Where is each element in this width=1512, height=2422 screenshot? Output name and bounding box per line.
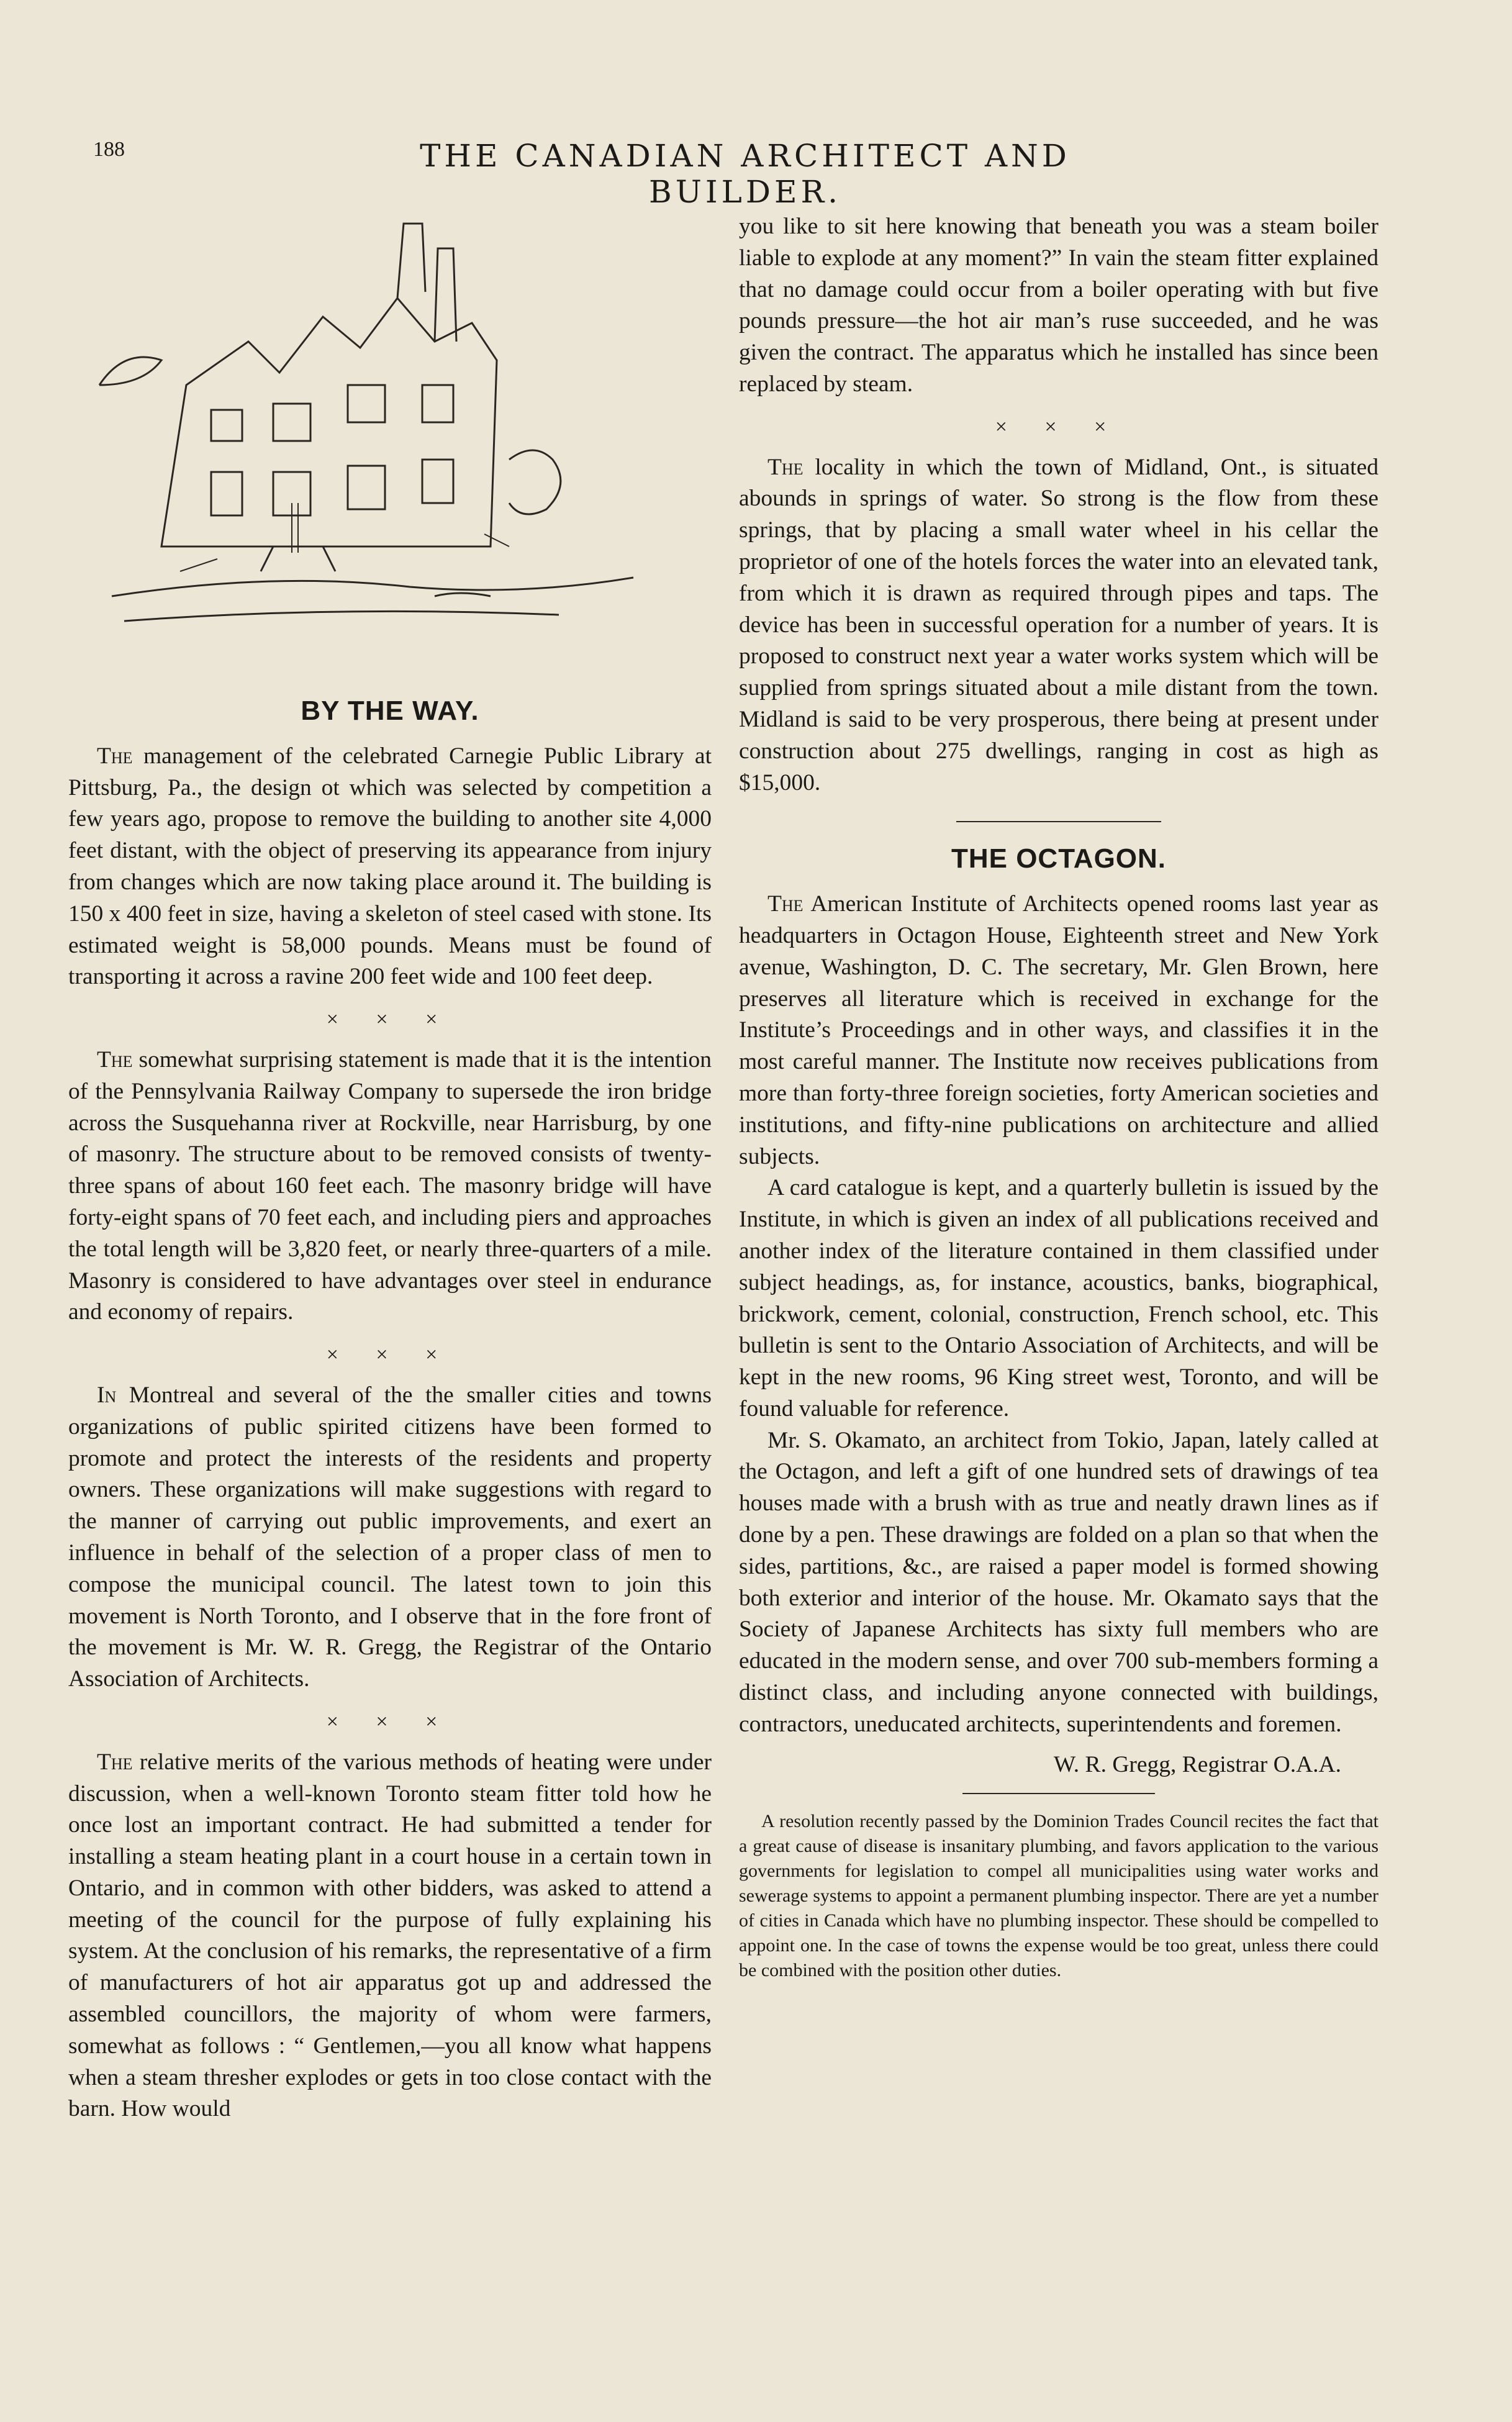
paragraph-text: somewhat surprising statement is made that it is the intention of the Pennsylvania Railway Company to supersede the iron bridge across the Susquehanna river at Rockville, near Harrisburg, by one of masonry. The structure about to be removed consists of twenty-three spans of about 160 feet each. The masonry bridge will have forty-eight spans of 70 feet each, and including piers and approaches the total length will be 3,820 feet, or nearly three-quarters of a mile. Masonry is considered to have advantages over steel in endurance and economy of repairs. [68,1046,712,1325]
lead-word: The [767,454,804,480]
separator: × × × [326,1343,454,1367]
section-heading-octagon: THE OCTAGON. [951,843,1167,874]
carnegie-paragraph [68,741,712,993]
heating-paragraph [68,1747,712,2126]
lead-word: The [97,743,133,769]
paragraph-text: American Institute of Architects opened rooms last year as headquarters in Octagon House, Eighteenth street and New York avenue, Washington, D. C. The secretary, Mr. Glen Brown, here preserves all literature which is received in exchange for the Institute’s Proceedings and in other ways, and classifies it in the most careful manner. The Institute now receives publications from more than forty-three foreign societies, forty American societies and institutions, and fifty-nine publications on architecture and allied subjects. [739,891,1378,1169]
separator: × × × [326,1008,454,1032]
montreal-paragraph [68,1380,712,1695]
right-column [739,211,1378,1983]
running-head: THE CANADIAN ARCHITECT AND BUILDER. [420,138,1071,210]
left-column [68,696,712,2125]
separator: × × × [995,415,1123,438]
paragraph-text: relative merits of the various methods of heating were under discussion, when a well-known Toronto steam fitter told how he once lost an important contract. He had submitted a tender for installing a steam heating plant in a court house in a certain town in Ontario, and in common with other bidders, was asked to attend a meeting of the council for the purpose of fully explaining his system. At the conclusion of his remarks, the representative of a firm of manufacturers of hot air apparatus got up and addressed the assembled councillors, the majority of whom were farmers, somewhat as follows : “ Gentlemen,—you all know what happens when a steam thresher explodes or gets in too close contact with the barn. How would [68,1749,712,2122]
note-divider [962,1793,1155,1794]
house-sketch-icon [87,199,708,683]
section-divider [956,821,1161,822]
paragraph-text: Montreal and several of the the smaller cities and towns organizations of public spirited citizens have been formed to promote and protect the interests of the residents and property owners. These organizations will make suggestions with regard to the manner of carrying out public improvements, and exert an influence in behalf of the selection of a proper class of men to compose the municipal council. The latest town to join this movement is North Toronto, and I observe that in the fore front of the movement is Mr. W. R. Gregg, the Registrar of the Ontario Association of Architects. [68,1382,712,1692]
midland-paragraph [739,452,1378,799]
separator: × × × [326,1710,454,1733]
author-signature: W. R. Gregg, Registrar O.A.A. [1053,1751,1341,1777]
lead-word: The [767,891,804,917]
okamato-paragraph: Mr. S. Okamato, an architect from Tokio, Japan, lately called at the Octagon, and left a gift of one hundred sets of drawings of tea houses made with a brush with as true and neatly drawn lines as if done by a pen. These drawings are folded on a plan so that when the sides, partitions, &c., are raised a paper model is formed showing both exterior and interior of the house. Mr. Okamato says that the Society of Japanese Architects has sixty full members who are educated in the modern sense, and over 700 sub-members forming a distinct class, and including anyone connected with buildings, contractors, uneducated architects, superintendents and foremen. [739,1427,1378,1737]
paragraph-text: locality in which the town of Midland, Ont., is situated abounds in springs of water. So strong is the flow from these springs, that by placing a small water wheel in his cellar the proprietor of one of the hotels forces the water into an elevated tank, from which it is drawn as required through pipes and taps. The device has been in successful operation for a number of years. It is proposed to construct next year a water works system which will be supplied from springs situated about a mile distant from the town. Midland is said to be very prosperous, there being at present under construction about 275 dwellings, ranging in cost as high as $15,000. [739,454,1378,796]
continuation-paragraph: you like to sit here knowing that beneath you was a steam boiler liable to explode at any moment?” In vain the steam fitter explained that no damage could occur from a boiler operating with but five pounds pressure—the hot air man’s ruse succeeded, and he was given the contract. The apparatus which he installed has since been replaced by steam. [739,214,1378,397]
catalogue-paragraph: A card catalogue is kept, and a quarterly bulletin is issued by the Institute, in which is given an index of all publications received and another index of the literature contained in them classified under subject headings, as, for instance, acoustics, banks, biographical, brickwork, cement, colonial, construction, French school, etc. This bulletin is sent to the Ontario Association of Architects, and will be kept in the new rooms, 96 King street west, Toronto, and will be found valuable for reference. [739,1175,1378,1422]
bridge-paragraph [68,1045,712,1328]
page-number: 188 [93,138,125,161]
lead-word: In [97,1382,117,1408]
paragraph-text: management of the celebrated Carnegie Public Library at Pittsburg, Pa., the design ot which was selected by competition a few years ago, propose to remove the building to another site 4,000 feet distant, with the object of preserving its appearance from injury from changes which are now taking place around it. The building is 150 x 400 feet in size, having a skeleton of steel cased with stone. Its estimated weight is 58,000 pounds. Means must be found of transporting it across a ravine 200 feet wide and 100 feet deep. [68,743,712,990]
section-heading-by-the-way: BY THE WAY. [301,696,479,726]
lead-word: The [97,1046,133,1073]
note-text: A resolution recently passed by the Dominion Trades Council recites the fact that a great cause of disease is insanitary plumbing, and favors application to the various governments for legislation to compel all municipalities using water works and sewerage systems to appoint a permanent plumbing inspector. There are yet a number of cities in Canada which have no plumbing inspector. These should be compelled to appoint one. In the case of towns the expense would be too great, unless there could be combined with the position other duties. [739,1811,1378,1981]
octagon-paragraph [739,889,1378,1172]
lead-word: The [97,1749,133,1775]
plumbing-note [739,1809,1378,1983]
